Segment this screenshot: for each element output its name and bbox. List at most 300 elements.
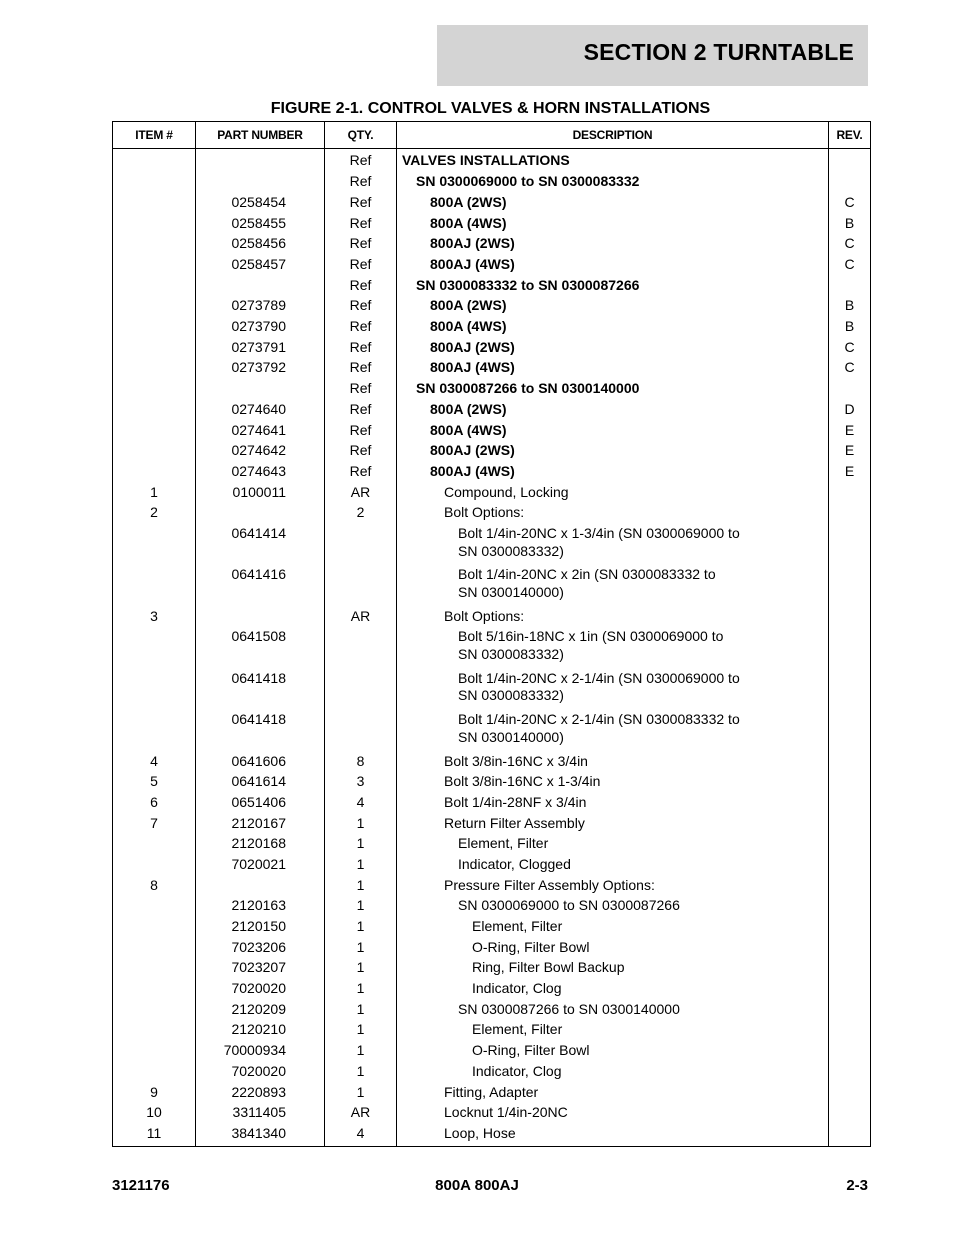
part-number: 7023207 — [196, 959, 325, 980]
description — [397, 339, 829, 360]
item-number — [113, 215, 196, 236]
part-number: 0258455 — [196, 215, 325, 236]
revision — [829, 484, 871, 505]
description-line-continued: SN 0300083332) — [458, 687, 564, 704]
description — [397, 980, 829, 1001]
item-number — [113, 463, 196, 484]
description-line: Bolt 1/4in-20NC x 1-3/4in (SN 0300069000 to — [458, 524, 740, 541]
quantity — [325, 525, 397, 566]
revision: C — [829, 359, 871, 380]
description — [397, 897, 829, 918]
part-number: 0258457 — [196, 256, 325, 277]
column-header-description: DESCRIPTION — [397, 122, 829, 149]
description-line-continued: SN 0300083332) — [458, 542, 564, 559]
item-number — [113, 442, 196, 463]
part-number: 0258456 — [196, 235, 325, 256]
description-line: Bolt 1/4in-20NC x 2-1/4in (SN 0300069000 to — [458, 669, 740, 686]
revision: B — [829, 318, 871, 339]
item-number: 10 — [113, 1104, 196, 1125]
description — [397, 297, 829, 318]
part-number — [196, 149, 325, 174]
revision — [829, 670, 871, 711]
table-row — [113, 608, 871, 629]
quantity: 1 — [325, 856, 397, 877]
column-header-rev: REV. — [829, 122, 871, 149]
part-number: 0100011 — [196, 484, 325, 505]
part-number: 0273792 — [196, 359, 325, 380]
description-line: Bolt 1/4in-20NC x 2in (SN 0300083332 to — [458, 566, 716, 583]
description-line-continued: SN 0300140000) — [458, 583, 564, 600]
table-row — [113, 1001, 871, 1022]
description-line: Bolt Options: — [444, 504, 525, 521]
quantity: Ref — [325, 339, 397, 360]
quantity: Ref — [325, 401, 397, 422]
part-number — [196, 173, 325, 194]
part-number: 0641416 — [196, 566, 325, 607]
part-number — [196, 277, 325, 298]
filler-cell — [325, 1146, 397, 1147]
quantity: 1 — [325, 918, 397, 939]
description-line-continued: SN 0300083332) — [458, 646, 564, 663]
revision: B — [829, 297, 871, 318]
revision — [829, 959, 871, 980]
quantity: 4 — [325, 1125, 397, 1146]
description — [397, 401, 829, 422]
revision — [829, 380, 871, 401]
description-line: Bolt 1/4in-20NC x 2-1/4in (SN 0300083332 to — [458, 711, 740, 728]
quantity: Ref — [325, 297, 397, 318]
revision — [829, 628, 871, 669]
table-row — [113, 359, 871, 380]
description-line: 800AJ (4WS) — [430, 359, 515, 376]
part-number — [196, 504, 325, 525]
revision — [829, 711, 871, 752]
item-number — [113, 670, 196, 711]
table-row — [113, 235, 871, 256]
table-row — [113, 463, 871, 484]
quantity: 1 — [325, 1063, 397, 1084]
description — [397, 939, 829, 960]
description — [397, 753, 829, 774]
item-number — [113, 959, 196, 980]
item-number — [113, 566, 196, 607]
description-line: Bolt 5/16in-18NC x 1in (SN 0300069000 to — [458, 628, 724, 645]
table-row — [113, 1125, 871, 1146]
item-number — [113, 173, 196, 194]
part-number: 0274642 — [196, 442, 325, 463]
table-row — [113, 525, 871, 566]
description-line: SN 0300087266 to SN 0300140000 — [416, 380, 640, 397]
table-row — [113, 877, 871, 898]
part-number: 0274641 — [196, 422, 325, 443]
description-line: Locknut 1/4in-20NC — [444, 1104, 568, 1121]
part-number — [196, 877, 325, 898]
filler-cell — [196, 1146, 325, 1147]
quantity: Ref — [325, 380, 397, 401]
item-number — [113, 835, 196, 856]
footer-model: 800A 800AJ — [435, 1177, 519, 1194]
revision — [829, 980, 871, 1001]
table-row — [113, 380, 871, 401]
description-line: Loop, Hose — [444, 1124, 516, 1141]
description-line: Indicator, Clog — [472, 980, 562, 997]
description-line: SN 0300087266 to SN 0300140000 — [458, 1000, 680, 1017]
description — [397, 1104, 829, 1125]
quantity: Ref — [325, 463, 397, 484]
parts-table-body — [113, 149, 871, 1147]
quantity: 1 — [325, 1042, 397, 1063]
revision — [829, 1125, 871, 1146]
part-number: 0273789 — [196, 297, 325, 318]
table-row — [113, 670, 871, 711]
part-number: 0641606 — [196, 753, 325, 774]
description-line: 800AJ (2WS) — [430, 235, 515, 252]
revision — [829, 277, 871, 298]
table-row — [113, 318, 871, 339]
description-line: 800AJ (2WS) — [430, 338, 515, 355]
item-number — [113, 318, 196, 339]
part-number: 70000934 — [196, 1042, 325, 1063]
description-line: 800A (2WS) — [430, 193, 507, 210]
revision: C — [829, 339, 871, 360]
quantity: AR — [325, 1104, 397, 1125]
description-line: Bolt 3/8in-16NC x 1-3/4in — [444, 773, 601, 790]
item-number: 4 — [113, 753, 196, 774]
description-line: Ring, Filter Bowl Backup — [472, 959, 625, 976]
column-header-item: ITEM # — [113, 122, 196, 149]
description-line: 800A (4WS) — [430, 421, 507, 438]
description — [397, 1042, 829, 1063]
quantity: Ref — [325, 442, 397, 463]
item-number — [113, 339, 196, 360]
description — [397, 215, 829, 236]
table-row — [113, 173, 871, 194]
parts-table — [112, 121, 871, 1147]
revision — [829, 815, 871, 836]
part-number: 7020020 — [196, 980, 325, 1001]
table-row — [113, 1021, 871, 1042]
description-line: Bolt Options: — [444, 607, 525, 624]
revision — [829, 1084, 871, 1105]
part-number: 0651406 — [196, 794, 325, 815]
figure-title: FIGURE 2-1. CONTROL VALVES & HORN INSTALLATIONS — [270, 100, 711, 117]
table-filler-row — [113, 1146, 871, 1147]
description-line: 800AJ (4WS) — [430, 256, 515, 273]
revision — [829, 918, 871, 939]
item-number: 1 — [113, 484, 196, 505]
part-number: 2220893 — [196, 1084, 325, 1105]
item-number — [113, 628, 196, 669]
part-number: 7020020 — [196, 1063, 325, 1084]
item-number — [113, 980, 196, 1001]
description-line: Compound, Locking — [444, 483, 569, 500]
part-number: 2120163 — [196, 897, 325, 918]
part-number: 3841340 — [196, 1125, 325, 1146]
quantity: 1 — [325, 980, 397, 1001]
table-row — [113, 256, 871, 277]
description — [397, 773, 829, 794]
part-number: 3311405 — [196, 1104, 325, 1125]
description-line: 800A (2WS) — [430, 297, 507, 314]
description — [397, 318, 829, 339]
table-row — [113, 815, 871, 836]
description-line: Indicator, Clog — [472, 1062, 562, 1079]
section-banner — [437, 25, 868, 86]
part-number: 2120209 — [196, 1001, 325, 1022]
description — [397, 484, 829, 505]
description-line: O-Ring, Filter Bowl — [472, 938, 590, 955]
description — [397, 794, 829, 815]
quantity — [325, 711, 397, 752]
footer-document-number: 3121176 — [112, 1177, 170, 1194]
item-number — [113, 149, 196, 174]
revision — [829, 897, 871, 918]
column-header-part-number: PART NUMBER — [196, 122, 325, 149]
filler-cell — [113, 1146, 196, 1147]
revision — [829, 1063, 871, 1084]
item-number: 7 — [113, 815, 196, 836]
revision — [829, 856, 871, 877]
table-row — [113, 422, 871, 443]
item-number — [113, 918, 196, 939]
description-line-continued: SN 0300140000) — [458, 728, 564, 745]
item-number: 5 — [113, 773, 196, 794]
description-line: Return Filter Assembly — [444, 814, 585, 831]
item-number — [113, 939, 196, 960]
description-line: Element, Filter — [458, 835, 549, 852]
item-number: 6 — [113, 794, 196, 815]
description-line: 800A (4WS) — [430, 214, 507, 231]
description — [397, 711, 829, 752]
quantity: 1 — [325, 959, 397, 980]
filler-cell — [829, 1146, 871, 1147]
description — [397, 670, 829, 711]
revision — [829, 939, 871, 960]
table-row — [113, 401, 871, 422]
description-line: VALVES INSTALLATIONS — [402, 152, 570, 168]
quantity: 2 — [325, 504, 397, 525]
revision — [829, 504, 871, 525]
table-row — [113, 215, 871, 236]
description-line: 800A (2WS) — [430, 400, 507, 417]
revision — [829, 566, 871, 607]
description — [397, 235, 829, 256]
table-row — [113, 835, 871, 856]
part-number: 2120168 — [196, 835, 325, 856]
section-title: SECTION 2 TURNTABLE — [583, 39, 854, 65]
description — [397, 1063, 829, 1084]
part-number: 0258454 — [196, 194, 325, 215]
table-row — [113, 339, 871, 360]
table-row — [113, 504, 871, 525]
part-number: 0274640 — [196, 401, 325, 422]
table-row — [113, 194, 871, 215]
revision — [829, 794, 871, 815]
revision: E — [829, 463, 871, 484]
part-number: 0641614 — [196, 773, 325, 794]
item-number — [113, 711, 196, 752]
table-row — [113, 149, 871, 174]
revision — [829, 608, 871, 629]
item-number — [113, 380, 196, 401]
description — [397, 277, 829, 298]
description — [397, 380, 829, 401]
item-number — [113, 525, 196, 566]
table-row — [113, 566, 871, 607]
table-row — [113, 442, 871, 463]
item-number — [113, 422, 196, 443]
item-number — [113, 1063, 196, 1084]
table-row — [113, 1104, 871, 1125]
description — [397, 1021, 829, 1042]
quantity: 1 — [325, 897, 397, 918]
item-number — [113, 401, 196, 422]
description-line: Bolt 3/8in-16NC x 3/4in — [444, 752, 588, 769]
description-line: SN 0300069000 to SN 0300087266 — [458, 897, 680, 914]
quantity: 1 — [325, 1001, 397, 1022]
table-row — [113, 1063, 871, 1084]
part-number: 0641418 — [196, 711, 325, 752]
description-line: Fitting, Adapter — [444, 1083, 539, 1100]
revision: E — [829, 442, 871, 463]
description-line: O-Ring, Filter Bowl — [472, 1042, 590, 1059]
quantity: 1 — [325, 939, 397, 960]
table-row — [113, 484, 871, 505]
description — [397, 959, 829, 980]
description — [397, 856, 829, 877]
revision: C — [829, 256, 871, 277]
quantity: 1 — [325, 835, 397, 856]
description-line: Element, Filter — [472, 1021, 563, 1038]
revision — [829, 149, 871, 174]
description-line: 800A (4WS) — [430, 318, 507, 335]
description — [397, 422, 829, 443]
part-number: 0641508 — [196, 628, 325, 669]
part-number — [196, 380, 325, 401]
description — [397, 359, 829, 380]
revision — [829, 753, 871, 774]
revision: D — [829, 401, 871, 422]
part-number: 2120210 — [196, 1021, 325, 1042]
description — [397, 1084, 829, 1105]
description — [397, 608, 829, 629]
table-row — [113, 628, 871, 669]
revision — [829, 1021, 871, 1042]
item-number — [113, 297, 196, 318]
table-row — [113, 711, 871, 752]
description — [397, 815, 829, 836]
description — [397, 835, 829, 856]
quantity: 1 — [325, 815, 397, 836]
description — [397, 504, 829, 525]
description-line: Pressure Filter Assembly Options: — [444, 876, 655, 893]
table-row — [113, 277, 871, 298]
description — [397, 877, 829, 898]
description-line: Indicator, Clogged — [458, 855, 571, 872]
part-number: 0641418 — [196, 670, 325, 711]
quantity: Ref — [325, 194, 397, 215]
revision: E — [829, 422, 871, 443]
table-header-row — [113, 122, 871, 149]
quantity: 1 — [325, 877, 397, 898]
part-number: 0273791 — [196, 339, 325, 360]
description — [397, 173, 829, 194]
item-number — [113, 359, 196, 380]
filler-cell — [397, 1146, 829, 1147]
revision: B — [829, 215, 871, 236]
description — [397, 628, 829, 669]
description-line: SN 0300083332 to SN 0300087266 — [416, 276, 640, 293]
quantity: Ref — [325, 173, 397, 194]
description — [397, 918, 829, 939]
table-row — [113, 1084, 871, 1105]
description — [397, 442, 829, 463]
revision — [829, 1042, 871, 1063]
table-row — [113, 897, 871, 918]
description — [397, 1125, 829, 1146]
table-row — [113, 297, 871, 318]
description — [397, 194, 829, 215]
part-number — [196, 608, 325, 629]
footer-page-number: 2-3 — [846, 1177, 868, 1194]
description — [397, 1001, 829, 1022]
item-number — [113, 856, 196, 877]
quantity: 1 — [325, 1084, 397, 1105]
item-number — [113, 1001, 196, 1022]
part-number: 0274643 — [196, 463, 325, 484]
item-number — [113, 256, 196, 277]
description-line: SN 0300069000 to SN 0300083332 — [416, 173, 640, 190]
item-number: 11 — [113, 1125, 196, 1146]
description-line: Bolt 1/4in-28NF x 3/4in — [444, 793, 587, 810]
quantity: 3 — [325, 773, 397, 794]
description-line: 800AJ (2WS) — [430, 442, 515, 459]
description — [397, 149, 829, 174]
item-number — [113, 897, 196, 918]
table-row — [113, 794, 871, 815]
item-number — [113, 194, 196, 215]
description-line: 800AJ (4WS) — [430, 462, 515, 479]
quantity: Ref — [325, 235, 397, 256]
quantity: Ref — [325, 149, 397, 174]
revision — [829, 1001, 871, 1022]
part-number: 2120150 — [196, 918, 325, 939]
quantity — [325, 628, 397, 669]
table-row — [113, 856, 871, 877]
table-row — [113, 980, 871, 1001]
revision — [829, 773, 871, 794]
revision: C — [829, 194, 871, 215]
item-number — [113, 1042, 196, 1063]
revision — [829, 525, 871, 566]
item-number — [113, 235, 196, 256]
revision: C — [829, 235, 871, 256]
description — [397, 566, 829, 607]
quantity: Ref — [325, 277, 397, 298]
description — [397, 463, 829, 484]
description — [397, 525, 829, 566]
quantity: Ref — [325, 318, 397, 339]
quantity: 1 — [325, 1021, 397, 1042]
column-header-qty: QTY. — [325, 122, 397, 149]
revision — [829, 173, 871, 194]
quantity: AR — [325, 608, 397, 629]
quantity — [325, 670, 397, 711]
table-row — [113, 1042, 871, 1063]
part-number: 7020021 — [196, 856, 325, 877]
table-row — [113, 918, 871, 939]
table-row — [113, 753, 871, 774]
